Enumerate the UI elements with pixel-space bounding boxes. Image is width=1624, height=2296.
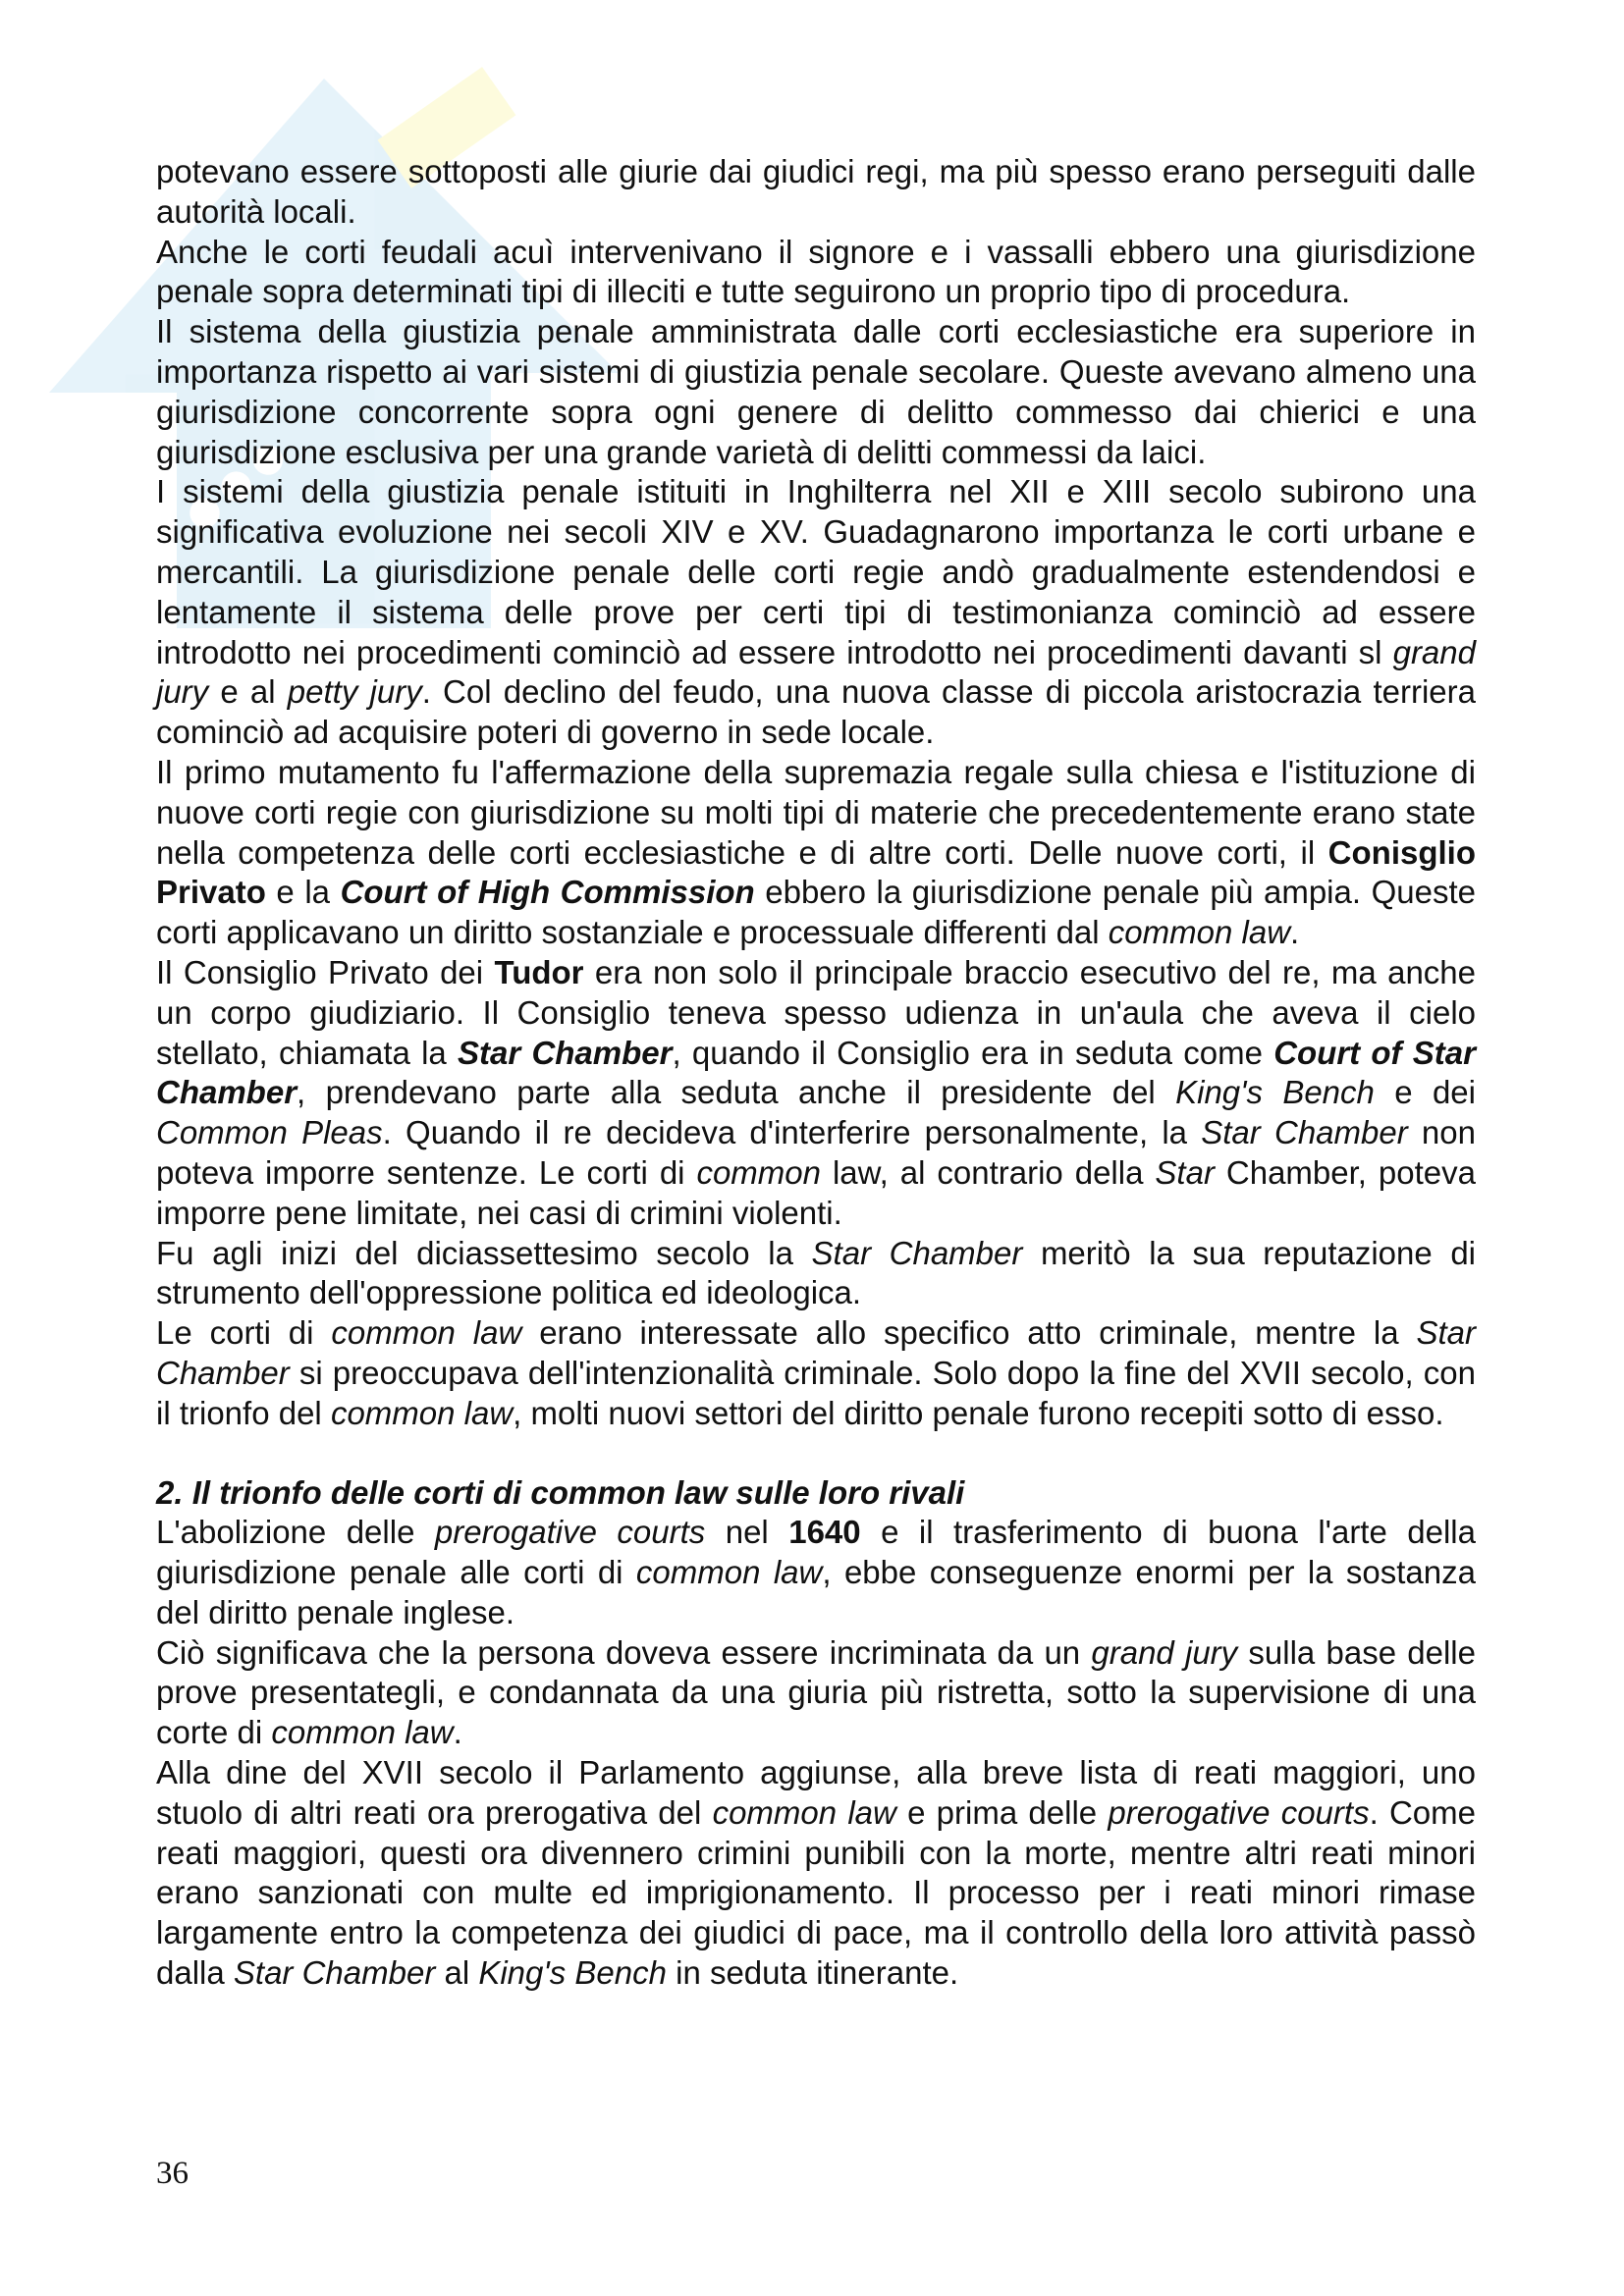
paragraph-6: Il Consiglio Privato dei Tudor era non solo il principale braccio esecutivo del re, ma anche un corpo giudiziario. Il Consiglio teneva spesso udienza in un'aula che aveva il cielo stellato, chiamata la Star Chamber, quando il Consiglio era in seduta come Court of Star Chamber, prendevano parte alla seduta anche il presidente del King's Bench e dei Common Pleas. Quando il re decideva d'interferire personalmente, la Star Chamber non poteva imporre sentenze. Le corti di common law, al contrario della Star Chamber, poteva imporre pene limitate, nei casi di crimini violenti.: [156, 953, 1476, 1231]
bold-italic-term: Court of High Commission: [340, 874, 755, 911]
paragraph-2: Anche le corti feudali acuì intervenivano il signore e i vassalli ebbero una giurisdizione penale sopra determinati tipi di illeciti e tutte seguirono un proprio tipo di procedura.: [156, 233, 1476, 310]
emphasis-term: common law: [712, 1793, 896, 1831]
emphasis-term: common law: [1108, 914, 1291, 951]
bold-term: Conisglio Privato: [156, 833, 1476, 911]
emphasis-term: common law: [330, 1394, 514, 1431]
emphasis-term: common law: [271, 1714, 454, 1751]
emphasis-term: grand jury: [1091, 1633, 1238, 1671]
emphasis-term: King's Bench: [478, 1954, 667, 1992]
emphasis-term: prerogative courts: [434, 1514, 706, 1551]
paragraph-11: Alla dine del XVII secolo il Parlamento aggiunse, alla breve lista di reati maggiori, uno stuolo di altri reati ora prerogativa del common law e prima delle prerogative courts. Come reati maggiori, questi ora divennero crimini punibili con la morte, mentre altri reati minori erano sanzionati con multe ed imprigionamento. Il processo per i reati minori rimase largamente entro la competenza dei giudici di pace, ma il controllo della loro attività passò dalla Star Chamber al King's Bench in seduta itinerante.: [156, 1754, 1477, 1992]
emphasis-term: common law: [331, 1314, 522, 1352]
paragraph-7: Fu agli inizi del diciassettesimo secolo la Star Chamber meritò la sua reputazione di strumento dell'oppressione politica ed ideologica.: [156, 1234, 1477, 1311]
paragraph-9: L'abolizione delle prerogative courts nel 1640 e il trasferimento di buona l'arte della giurisdizione penale alle corti di common law, ebbe conseguenze enormi per la sostanza del diritto penale inglese.: [156, 1514, 1476, 1630]
section-heading: 2. Il trionfo delle corti di common law sulle loro rivali: [156, 1473, 965, 1511]
emphasis-term: common: [696, 1153, 821, 1191]
bold-term: Tudor: [494, 953, 584, 990]
emphasis-term: King's Bench: [1175, 1074, 1375, 1111]
paragraph-4: I sistemi della giustizia penale istituiti in Inghilterra nel XII e XIII secolo subirono una significativa evoluzione nei secoli XIV e XV. Guadagnarono importanza le corti urbane e mercantili. La giurisdizione penale delle corti regie andò gradualmente estendendosi e lentamente il sistema delle prove per certi tipi di testimonianza cominciò ad essere introdotto nei procedimenti cominciò ad essere introdotto nei procedimenti davanti sl grand jury e al petty jury. Col declino del feudo, una nuova classe di piccola aristocrazia terriera cominciò ad acquisire poteri di governo in sede locale.: [156, 473, 1476, 751]
paragraph-8: Le corti di common law erano interessate allo specifico atto criminale, mentre la Star Chamber si preoccupava dell'intenzionalità criminale. Solo dopo la fine del XVII secolo, con il trionfo del common law, molti nuovi settori del diritto penale furono recepiti sotto di esso.: [156, 1314, 1476, 1431]
bold-italic-term: Court of Star Chamber: [156, 1034, 1476, 1111]
emphasis-term: Star Chamber: [156, 1314, 1476, 1391]
emphasis-term: Star Chamber: [811, 1234, 1023, 1271]
emphasis-term: grand jury: [156, 633, 1476, 711]
paragraph-5: Il primo mutamento fu l'affermazione della supremazia regale sulla chiesa e l'istituzione di nuove corti regie con giurisdizione su molti tipi di materie che precedentemente erano state nella competenza delle corti ecclesiastiche e di altre corti. Delle nuove corti, il Conisglio Privato e la Court of High Commission ebbero la giurisdizione penale più ampia. Queste corti applicavano un diritto sostanziale e processuale differenti dal common law.: [156, 753, 1476, 951]
emphasis-term: Star Chamber: [233, 1954, 436, 1992]
emphasis-term: Star: [1155, 1153, 1215, 1191]
emphasis-term: prerogative courts: [1108, 1793, 1370, 1831]
emphasis-term: Star Chamber: [1201, 1114, 1408, 1151]
emphasis-term: Common Pleas: [156, 1114, 383, 1151]
paragraph-10: Ciò significava che la persona doveva essere incriminata da un grand jury sulla base delle prove presentategli, e condannata da una giuria più ristretta, sotto la supervisione di una corte di common law.: [156, 1633, 1476, 1751]
paragraph-1: potevano essere sottoposti alle giurie dai giudici regi, ma più spesso erano perseguiti dalle autorità locali.: [156, 153, 1476, 230]
document-body: [156, 152, 1476, 1994]
page-number: 36: [156, 2156, 189, 2191]
watermark-text: •••: [145, 395, 326, 576]
emphasis-term: petty jury: [287, 673, 422, 711]
emphasis-term: common law: [635, 1554, 823, 1591]
bold-term: 1640: [788, 1514, 861, 1551]
bold-italic-term: Star Chamber: [458, 1034, 673, 1071]
paragraph-3: Il sistema della giustizia penale amministrata dalle corti ecclesiastiche era superiore in importanza rispetto ai vari sistemi di giustizia penale secolare. Queste avevano almeno una giurisdizione concorrente sopra ogni genere di delitto commesso dai chierici e una giurisdizione esclusiva per una grande varietà di delitti commessi da laici.: [156, 313, 1476, 470]
